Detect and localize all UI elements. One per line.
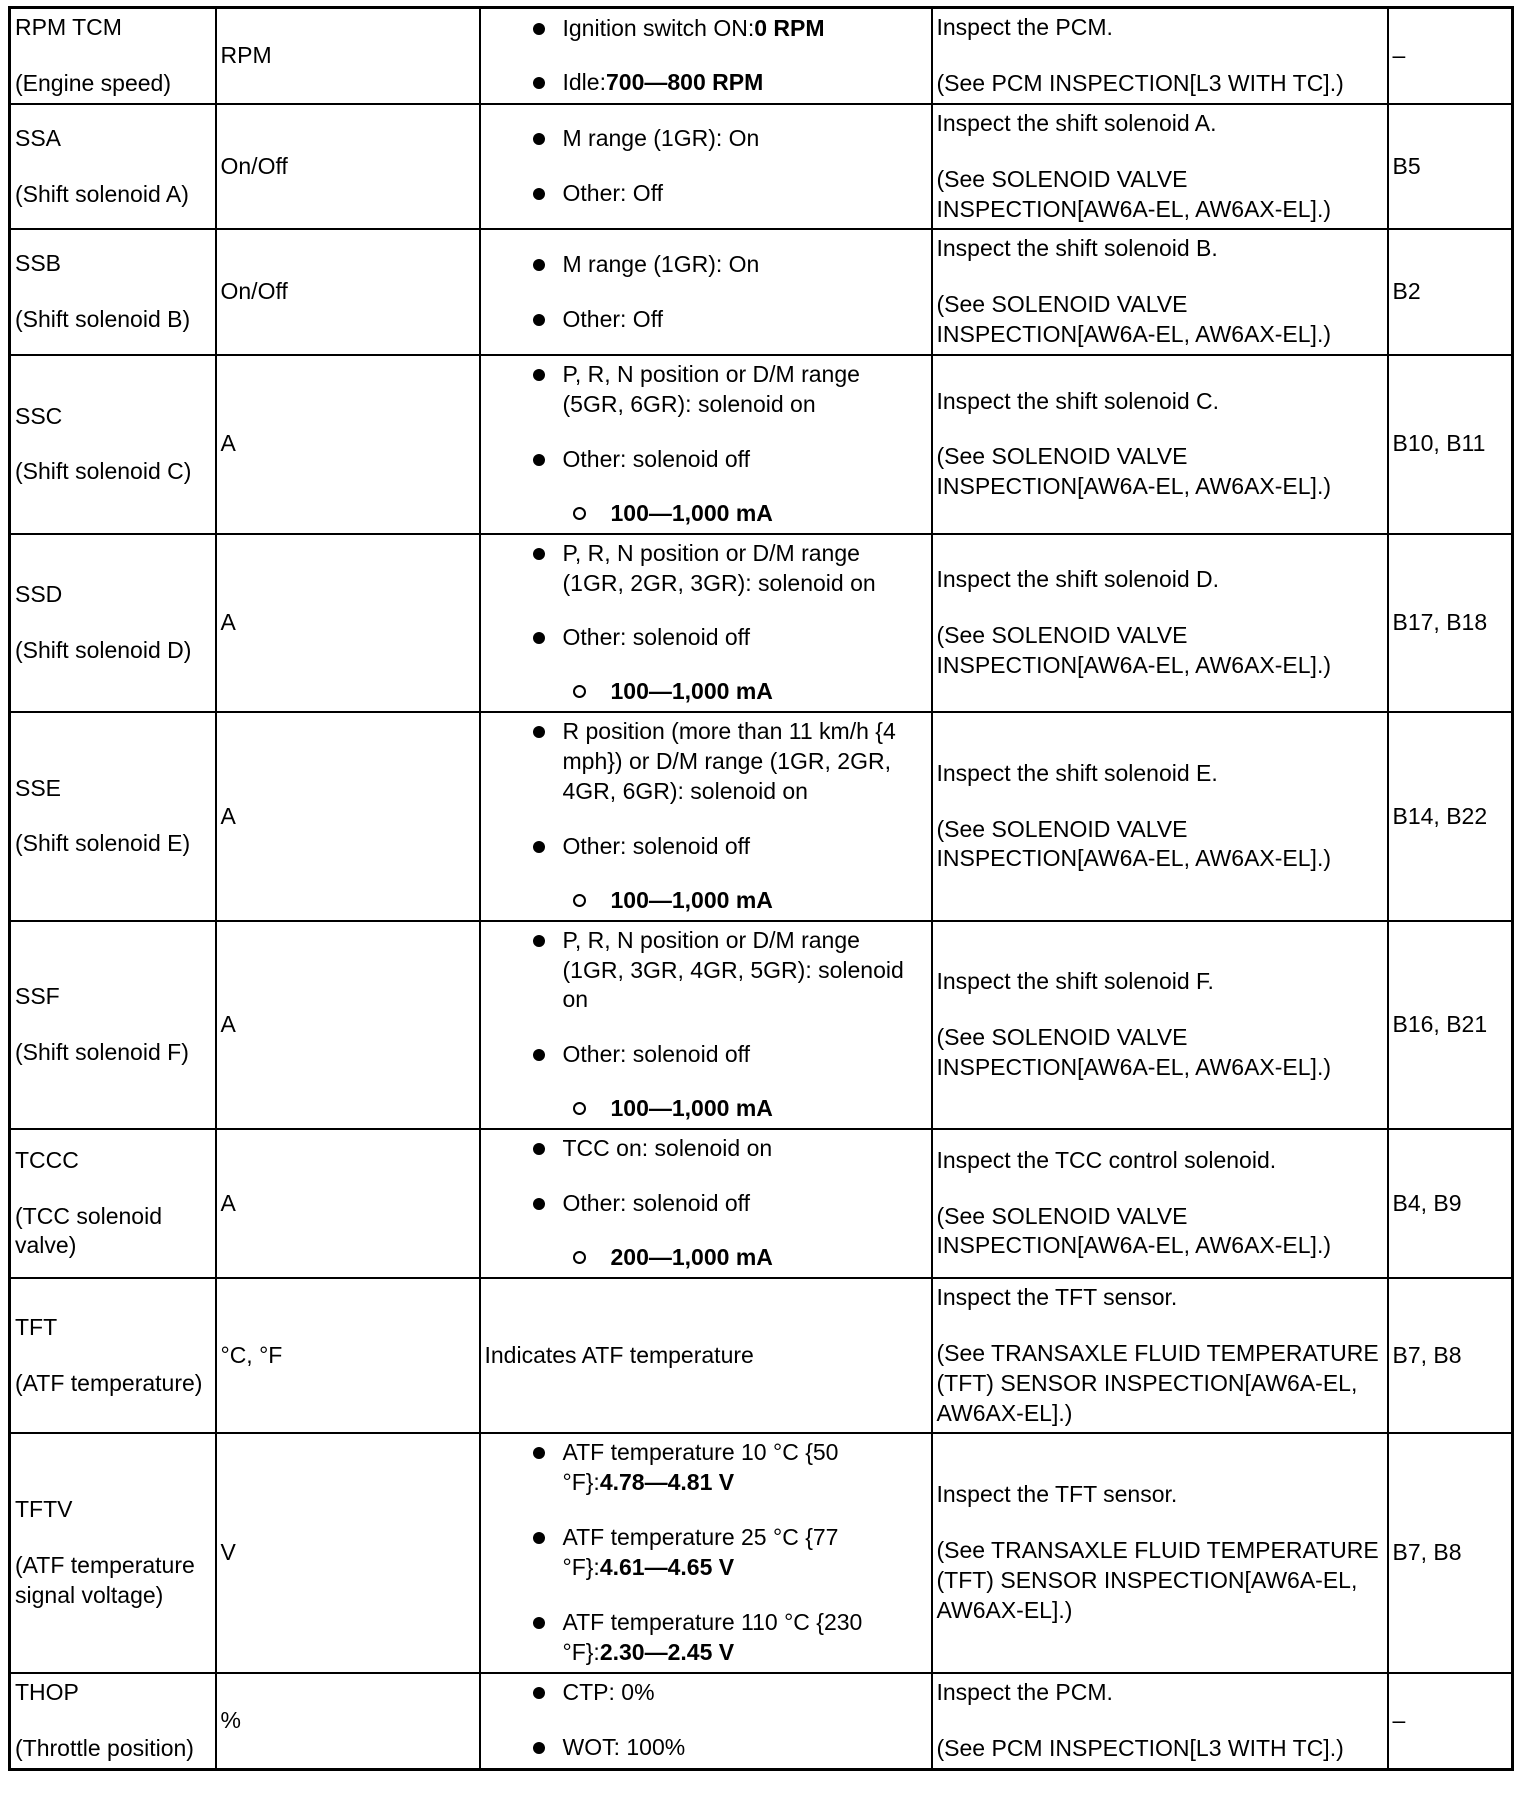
- condition-cell: [480, 8, 932, 104]
- terminal-cell: B5: [1388, 104, 1513, 230]
- item-cell: [10, 921, 216, 1129]
- action-cell: [932, 1278, 1388, 1434]
- condition-item: TCC on: solenoid on: [525, 1134, 927, 1164]
- item-cell: [10, 1278, 216, 1434]
- reference-link[interactable]: (See SOLENOID VALVE INSPECTION[AW6A-EL, AW6AX-EL].): [936, 1202, 1331, 1259]
- item-description: (ATF temperature): [15, 1369, 203, 1396]
- condition-item: P, R, N position or D/M range (5GR, 6GR): solenoid on: [525, 360, 927, 420]
- action-text: Inspect the PCM.: [936, 1678, 1113, 1705]
- reference-link[interactable]: (See TRANSAXLE FLUID TEMPERATURE (TFT) SENSOR INSPECTION[AW6A-EL, AW6AX-EL].): [936, 1339, 1379, 1426]
- table-row: [10, 355, 1513, 534]
- item-cell: [10, 104, 216, 230]
- item-name: SSF: [15, 983, 60, 1010]
- terminal-cell: B7, B8: [1388, 1278, 1513, 1434]
- condition-item: ATF temperature 25 °C {77 °F}:4.61—4.65 V: [525, 1523, 927, 1583]
- condition-cell: [480, 355, 932, 534]
- action-cell: [932, 355, 1388, 534]
- table-row: [10, 1278, 1513, 1434]
- table-row: [10, 1129, 1513, 1278]
- condition-cell: [480, 1673, 932, 1769]
- item-description: (Shift solenoid C): [15, 458, 192, 485]
- item-name: SSD: [15, 581, 63, 608]
- condition-cell: [480, 1433, 932, 1672]
- action-text: Inspect the TFT sensor.: [936, 1481, 1178, 1508]
- terminal-cell: –: [1388, 1673, 1513, 1769]
- unit-cell: V: [216, 1433, 480, 1672]
- action-text: Inspect the shift solenoid A.: [936, 109, 1217, 136]
- condition-item: P, R, N position or D/M range (1GR, 3GR, 4GR, 5GR): solenoid on: [525, 926, 927, 1016]
- terminal-cell: B10, B11: [1388, 355, 1513, 534]
- item-name: SSE: [15, 774, 62, 801]
- item-description: (Shift solenoid E): [15, 830, 191, 857]
- current-range: 100—1,000 mA: [485, 499, 927, 529]
- table-row: [10, 921, 1513, 1129]
- action-text: Inspect the shift solenoid C.: [936, 387, 1220, 414]
- action-cell: [932, 534, 1388, 713]
- reference-link[interactable]: (See PCM INSPECTION[L3 WITH TC].): [936, 69, 1344, 96]
- table-row: [10, 712, 1513, 920]
- condition-item: Other: solenoid off: [525, 445, 927, 475]
- item-description: (ATF temperature signal voltage): [15, 1552, 195, 1608]
- item-cell: [10, 1129, 216, 1278]
- reference-link[interactable]: (See SOLENOID VALVE INSPECTION[AW6A-EL, AW6AX-EL].): [936, 622, 1331, 678]
- condition-item: R position (more than 11 km/h {4 mph}) or D/M range (1GR, 2GR, 4GR, 6GR): solenoid on: [525, 717, 927, 807]
- item-cell: [10, 1433, 216, 1672]
- condition-item: Other: Off: [525, 179, 927, 209]
- item-description: (Throttle position): [15, 1734, 194, 1761]
- terminal-cell: B2: [1388, 229, 1513, 355]
- current-range: 100—1,000 mA: [485, 1094, 927, 1124]
- reference-link[interactable]: (See SOLENOID VALVE INSPECTION[AW6A-EL, AW6AX-EL].): [936, 165, 1331, 222]
- unit-cell: On/Off: [216, 104, 480, 230]
- table-row: [10, 1673, 1513, 1769]
- item-name: RPM TCM: [15, 14, 122, 40]
- action-text: Inspect the shift solenoid E.: [936, 759, 1218, 786]
- action-text: Inspect the shift solenoid F.: [936, 968, 1214, 995]
- action-cell: [932, 1433, 1388, 1672]
- action-text: Inspect the shift solenoid B.: [936, 235, 1218, 262]
- current-range: 100—1,000 mA: [485, 677, 927, 707]
- item-description: (Shift solenoid D): [15, 636, 192, 663]
- item-cell: [10, 534, 216, 713]
- action-cell: [932, 712, 1388, 920]
- table-row: [10, 104, 1513, 230]
- condition-item: Other: Off: [525, 305, 927, 335]
- action-text: Inspect the shift solenoid D.: [936, 566, 1220, 593]
- item-name: SSA: [15, 124, 62, 151]
- item-name: TFTV: [15, 1496, 73, 1523]
- terminal-cell: B7, B8: [1388, 1433, 1513, 1672]
- condition-item: M range (1GR): On: [525, 124, 927, 154]
- terminal-cell: B17, B18: [1388, 534, 1513, 713]
- item-name: SSB: [15, 250, 62, 277]
- item-name: TFT: [15, 1313, 58, 1340]
- unit-cell: A: [216, 921, 480, 1129]
- item-description: (Shift solenoid A): [15, 180, 189, 207]
- action-cell: [932, 8, 1388, 104]
- action-cell: [932, 229, 1388, 355]
- terminal-cell: –: [1388, 8, 1513, 104]
- reference-link[interactable]: (See SOLENOID VALVE INSPECTION[AW6A-EL, AW6AX-EL].): [936, 815, 1331, 872]
- action-cell: [932, 1673, 1388, 1769]
- unit-cell: A: [216, 355, 480, 534]
- terminal-cell: B16, B21: [1388, 921, 1513, 1129]
- item-name: SSC: [15, 402, 63, 429]
- action-cell: [932, 921, 1388, 1129]
- current-range: 200—1,000 mA: [485, 1243, 927, 1273]
- condition-item: CTP: 0%: [525, 1678, 927, 1708]
- condition-cell: [480, 712, 932, 920]
- action-text: Inspect the TFT sensor.: [936, 1283, 1178, 1310]
- condition-cell: [480, 104, 932, 230]
- pid-monitor-table: [8, 6, 1514, 1771]
- table-row: [10, 229, 1513, 355]
- item-description: (Engine speed): [15, 69, 171, 96]
- condition-cell: [480, 229, 932, 355]
- table-row: [10, 8, 1513, 104]
- item-cell: [10, 712, 216, 920]
- unit-cell: %: [216, 1673, 480, 1769]
- reference-link[interactable]: (See TRANSAXLE FLUID TEMPERATURE (TFT) SENSOR INSPECTION[AW6A-EL, AW6AX-EL].): [936, 1537, 1379, 1623]
- condition-item: P, R, N position or D/M range (1GR, 2GR, 3GR): solenoid on: [525, 539, 927, 599]
- item-cell: [10, 355, 216, 534]
- table-row: [10, 1433, 1513, 1672]
- reference-link[interactable]: (See SOLENOID VALVE INSPECTION[AW6A-EL, AW6AX-EL].): [936, 443, 1331, 500]
- condition-item: Other: solenoid off: [525, 1189, 927, 1219]
- action-text: Inspect the TCC control solenoid.: [936, 1146, 1277, 1173]
- item-description: (TCC solenoid valve): [15, 1202, 162, 1259]
- reference-link[interactable]: (See SOLENOID VALVE INSPECTION[AW6A-EL, AW6AX-EL].): [936, 1023, 1331, 1080]
- item-cell: [10, 229, 216, 355]
- condition-item: Other: solenoid off: [525, 1040, 927, 1070]
- table-body: [10, 8, 1513, 1770]
- item-description: (Shift solenoid B): [15, 306, 191, 333]
- condition-item: ATF temperature 110 °C {230 °F}:2.30—2.45 V: [525, 1608, 927, 1668]
- item-name: THOP: [15, 1678, 79, 1705]
- table-row: [10, 534, 1513, 713]
- action-text: Inspect the PCM.: [936, 14, 1113, 40]
- current-range: 100—1,000 mA: [485, 886, 927, 916]
- unit-cell: On/Off: [216, 229, 480, 355]
- unit-cell: A: [216, 534, 480, 713]
- item-description: (Shift solenoid F): [15, 1038, 189, 1065]
- reference-link[interactable]: (See SOLENOID VALVE INSPECTION[AW6A-EL, AW6AX-EL].): [936, 291, 1331, 348]
- condition-cell: [480, 921, 932, 1129]
- terminal-cell: B4, B9: [1388, 1129, 1513, 1278]
- item-cell: [10, 8, 216, 104]
- condition-cell: [480, 1129, 932, 1278]
- condition-item: Other: solenoid off: [525, 832, 927, 862]
- reference-link[interactable]: (See PCM INSPECTION[L3 WITH TC].): [936, 1734, 1344, 1761]
- condition-item: M range (1GR): On: [525, 250, 927, 280]
- condition-item: WOT: 100%: [525, 1733, 927, 1763]
- terminal-cell: B14, B22: [1388, 712, 1513, 920]
- action-cell: [932, 1129, 1388, 1278]
- unit-cell: RPM: [216, 8, 480, 104]
- condition-cell: [480, 534, 932, 713]
- condition-item: Other: solenoid off: [525, 623, 927, 653]
- unit-cell: °C, °F: [216, 1278, 480, 1434]
- condition-item: Ignition switch ON:0 RPM: [525, 14, 927, 44]
- item-cell: [10, 1673, 216, 1769]
- condition-cell: Indicates ATF temperature: [480, 1278, 932, 1434]
- unit-cell: A: [216, 1129, 480, 1278]
- condition-item: Idle:700—800 RPM: [525, 68, 927, 98]
- condition-item: ATF temperature 10 °C {50 °F}:4.78—4.81 V: [525, 1438, 927, 1498]
- action-cell: [932, 104, 1388, 230]
- unit-cell: A: [216, 712, 480, 920]
- item-name: TCCC: [15, 1146, 79, 1173]
